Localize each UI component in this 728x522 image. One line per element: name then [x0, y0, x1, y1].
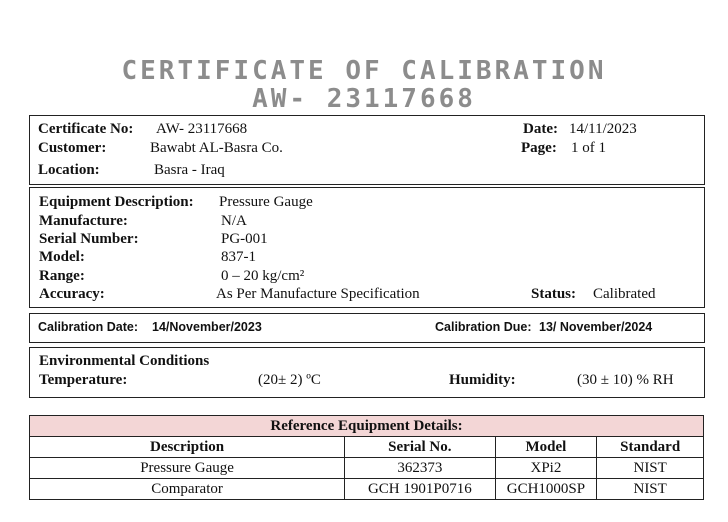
environment-heading: Environmental Conditions [39, 353, 210, 369]
table-cell-standard: NIST [597, 458, 704, 479]
column-header-serial: Serial No. [345, 437, 495, 458]
date-label: Date: [523, 121, 558, 137]
reference-equipment-table [29, 415, 704, 500]
customer-label: Customer: [38, 140, 107, 156]
manufacture-label: Manufacture: [39, 213, 128, 229]
manufacture-value: N/A [221, 213, 247, 229]
equipment-description-label: Equipment Description: [39, 194, 194, 210]
table-cell-model: XPi2 [495, 458, 597, 479]
serial-number-label: Serial Number: [39, 231, 139, 247]
certificate-number-heading: AW- 23117668 [252, 84, 476, 114]
equipment-box [29, 187, 705, 308]
humidity-label: Humidity: [449, 372, 516, 388]
temperature-value: (20± 2) ºC [258, 372, 321, 388]
certificate-info-box [29, 115, 705, 185]
calibration-date-label: Calibration Date: [38, 320, 139, 334]
certificate-title: CERTIFICATE OF CALIBRATION [121, 56, 607, 86]
humidity-value: (30 ± 10) % RH [577, 372, 674, 388]
column-header-standard: Standard [597, 437, 704, 458]
column-header-description: Description [30, 437, 345, 458]
environment-box [29, 347, 705, 398]
table-cell-serial: GCH 1901P0716 [345, 479, 495, 500]
status-value: Calibrated [593, 286, 656, 302]
customer-value: Bawabt AL-Basra Co. [150, 140, 283, 156]
table-cell-model: GCH1000SP [495, 479, 597, 500]
calibration-dates-box [29, 313, 705, 343]
temperature-label: Temperature: [39, 372, 128, 388]
serial-number-value: PG-001 [221, 231, 268, 247]
certificate-no-label: Certificate No: [38, 121, 134, 137]
table-cell-description: Comparator [30, 479, 345, 500]
location-label: Location: [38, 162, 100, 178]
range-value: 0 – 20 kg/cm² [221, 268, 305, 284]
model-value: 837-1 [221, 249, 256, 265]
certificate-no-value: AW- 23117668 [156, 121, 248, 137]
page-value: 1 of 1 [571, 140, 606, 156]
model-label: Model: [39, 249, 85, 265]
equipment-description-value: Pressure Gauge [219, 194, 313, 210]
date-value: 14/11/2023 [569, 121, 637, 137]
accuracy-value: As Per Manufacture Specification [216, 286, 420, 302]
calibration-date-value: 14/November/2023 [152, 320, 262, 334]
table-cell-standard: NIST [597, 479, 704, 500]
range-label: Range: [39, 268, 85, 284]
page-label: Page: [521, 140, 557, 156]
accuracy-label: Accuracy: [39, 286, 105, 302]
calibration-due-value: 13/ November/2024 [539, 320, 653, 334]
table-row [30, 458, 704, 479]
status-label: Status: [531, 286, 577, 302]
table-row [30, 479, 704, 500]
location-value: Basra - Iraq [154, 162, 225, 178]
table-cell-serial: 362373 [345, 458, 495, 479]
calibration-due-label: Calibration Due: [435, 320, 532, 334]
reference-table-title: Reference Equipment Details: [30, 416, 704, 437]
column-header-model: Model [495, 437, 597, 458]
table-cell-description: Pressure Gauge [30, 458, 345, 479]
